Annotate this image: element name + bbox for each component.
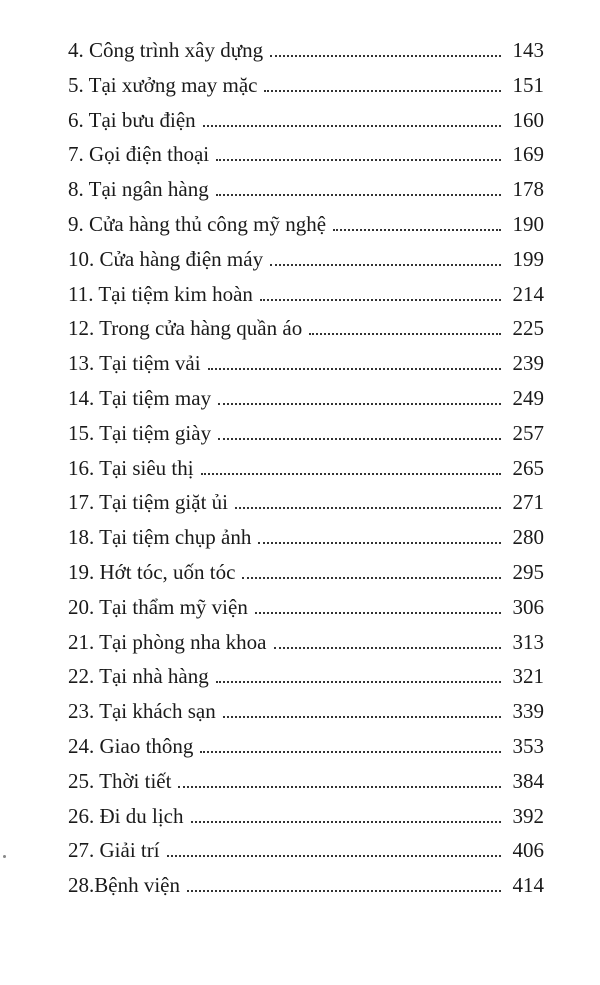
toc-entry — [68, 659, 544, 694]
toc-entry — [68, 485, 544, 520]
toc-entry-page-number: 190 — [512, 211, 544, 236]
dot-leader — [203, 125, 501, 127]
toc-entry-title: 6. Tại bưu điện — [68, 107, 196, 132]
dot-leader — [216, 159, 501, 161]
toc-entry-page-number: 392 — [512, 803, 544, 828]
dot-leader — [235, 507, 501, 509]
toc-entry — [68, 242, 544, 277]
toc-entry — [68, 346, 544, 381]
toc-entry — [68, 103, 544, 138]
toc-entry — [68, 68, 544, 103]
toc-entry-page-number: 306 — [512, 594, 544, 619]
toc-entry-title: 24. Giao thông — [68, 733, 194, 758]
toc-entry-title: 7. Gọi điện thoại — [68, 142, 210, 167]
toc-entry-page-number: 178 — [512, 177, 544, 202]
toc-entry-page-number: 313 — [512, 629, 544, 654]
dot-leader — [218, 403, 501, 405]
toc-entry — [68, 381, 544, 416]
toc-entry-page-number: 406 — [512, 838, 544, 863]
dot-leader — [260, 299, 501, 301]
dot-leader — [200, 751, 501, 753]
toc-entry-page-number: 151 — [512, 72, 544, 97]
toc-entry-page-number: 321 — [512, 664, 544, 689]
dot-leader — [208, 368, 501, 370]
dot-leader — [258, 542, 501, 544]
toc-entry-title: 10. Cửa hàng điện máy — [68, 246, 264, 271]
toc-entry-title: 15. Tại tiệm giày — [68, 420, 212, 445]
toc-entry-page-number: 339 — [512, 699, 544, 724]
toc-entry — [68, 172, 544, 207]
dot-leader — [242, 577, 501, 579]
dot-leader — [274, 647, 502, 649]
toc-entry — [68, 833, 544, 868]
toc-entry-page-number: 353 — [512, 733, 544, 758]
toc-entry-page-number: 169 — [512, 142, 544, 167]
toc-entry-title: 11. Tại tiệm kim hoàn — [68, 281, 253, 306]
toc-entry — [68, 311, 544, 346]
toc-entry-title: 23. Tại khách sạn — [68, 699, 216, 724]
dot-leader — [270, 264, 501, 266]
dot-leader — [187, 890, 501, 892]
toc-entry-title: 12. Trong cửa hàng quần áo — [68, 316, 303, 341]
dot-leader — [216, 681, 501, 683]
toc-entry-page-number: 280 — [512, 525, 544, 550]
dot-leader — [333, 229, 501, 231]
toc-entry — [68, 137, 544, 172]
toc-entry-title: 16. Tại siêu thị — [68, 455, 194, 480]
toc-entry-title: 18. Tại tiệm chụp ảnh — [68, 525, 252, 550]
dot-leader — [264, 90, 501, 92]
toc-entry-title: 22. Tại nhà hàng — [68, 664, 209, 689]
toc-entry-title: 27. Giải trí — [68, 838, 160, 863]
toc-entry-page-number: 199 — [512, 246, 544, 271]
toc-entry-title: 17. Tại tiệm giặt ủi — [68, 490, 229, 515]
toc-entry-title: 5. Tại xưởng may mặc — [68, 72, 258, 97]
dot-leader — [270, 55, 501, 57]
toc-entry-title: 19. Hớt tóc, uốn tóc — [68, 559, 236, 584]
dot-leader — [218, 438, 501, 440]
toc-entry-page-number: 295 — [512, 559, 544, 584]
toc-entry — [68, 764, 544, 799]
toc-entry-title: 14. Tại tiệm may — [68, 385, 212, 410]
toc-entry — [68, 555, 544, 590]
toc-entry-title: 21. Tại phòng nha khoa — [68, 629, 267, 654]
toc-entry-page-number: 239 — [512, 351, 544, 376]
toc-entry — [68, 33, 544, 68]
toc-entry — [68, 799, 544, 834]
toc-entry-page-number: 214 — [512, 281, 544, 306]
toc-entry-title: 4. Công trình xây dựng — [68, 38, 264, 62]
toc-entry-page-number: 143 — [512, 38, 544, 62]
toc-entry — [68, 207, 544, 242]
toc-entry-title: 9. Cửa hàng thủ công mỹ nghệ — [68, 211, 327, 236]
toc-entry — [68, 868, 544, 903]
toc-entry — [68, 277, 544, 312]
toc-entry — [68, 729, 544, 764]
dot-leader — [178, 786, 501, 788]
toc-entry — [68, 416, 544, 451]
scan-speck — [3, 855, 6, 858]
toc-entry-page-number: 225 — [512, 316, 544, 341]
toc-entry-title: 13. Tại tiệm vải — [68, 351, 201, 376]
toc-entry-title: 28.Bệnh viện — [68, 873, 180, 898]
toc-entry-page-number: 160 — [512, 107, 544, 132]
toc-entry — [68, 694, 544, 729]
toc-entry — [68, 451, 544, 486]
toc-entry-page-number: 271 — [512, 490, 544, 515]
dot-leader — [309, 333, 501, 335]
toc-entry-page-number: 249 — [512, 385, 544, 410]
toc-entry — [68, 625, 544, 660]
table-of-contents — [68, 33, 544, 903]
dot-leader — [216, 194, 501, 196]
toc-entry-page-number: 414 — [512, 873, 544, 898]
dot-leader — [255, 612, 501, 614]
toc-entry-title: 20. Tại thẩm mỹ viện — [68, 594, 248, 619]
dot-leader — [167, 855, 501, 857]
toc-entry — [68, 520, 544, 555]
dot-leader — [191, 821, 502, 823]
dot-leader — [201, 473, 501, 475]
toc-entry-title: 26. Đi du lịch — [68, 803, 184, 828]
toc-entry-page-number: 265 — [512, 455, 544, 480]
toc-entry-page-number: 384 — [512, 768, 544, 793]
toc-entry-title: 25. Thời tiết — [68, 768, 172, 793]
toc-entry-page-number: 257 — [512, 420, 544, 445]
toc-entry — [68, 590, 544, 625]
toc-entry-title: 8. Tại ngân hàng — [68, 177, 209, 202]
dot-leader — [223, 716, 501, 718]
